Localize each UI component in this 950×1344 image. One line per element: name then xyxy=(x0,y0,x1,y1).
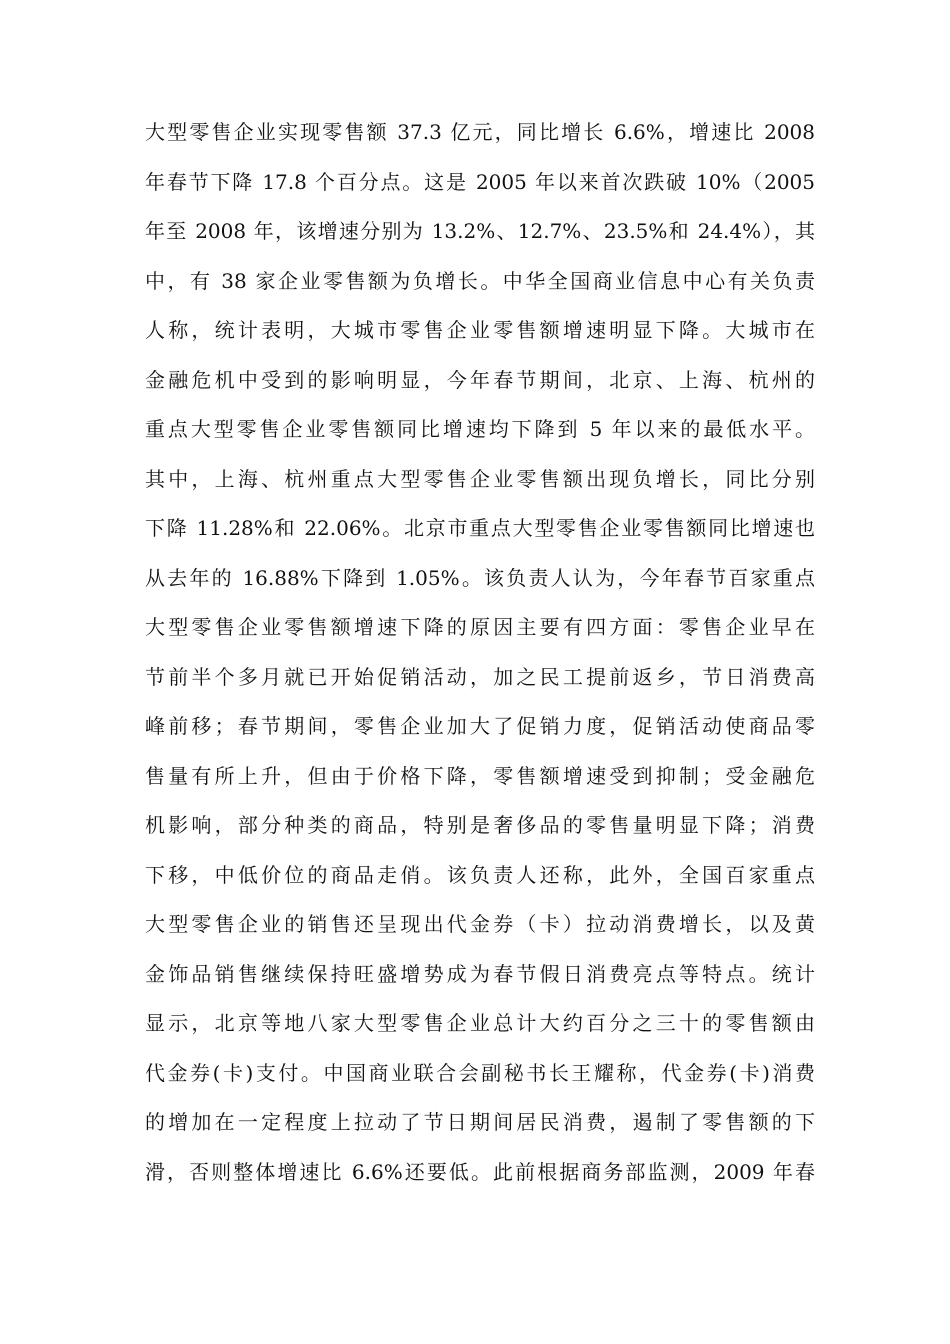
body-paragraph xyxy=(145,108,815,1197)
text-line: 下降 11.28%和 22.06%。北京市重点大型零售企业零售额同比增速也 xyxy=(145,516,815,540)
text-line: 大型零售企业的销售还呈现出代金券（卡）拉动消费增长，以及黄 xyxy=(145,912,815,936)
text-line: 年春节下降 17.8 个百分点。这是 2005 年以来首次跌破 10%（2005 xyxy=(145,169,815,194)
text-line: 滑，否则整体增速比 6.6%还要低。此前根据商务部监测，2009 年春 xyxy=(145,1159,815,1184)
text-line: 从去年的 16.88%下降到 1.05%。该负责人认为，今年春节百家重点 xyxy=(145,565,815,590)
text-line: 机影响，部分种类的商品，特别是奢侈品的零售量明显下降；消费 xyxy=(145,813,815,837)
text-line: 年至 2008 年，该增速分别为 13.2%、12.7%、23.5%和 24.4%），其 xyxy=(145,219,815,243)
text-line: 节前半个多月就已开始促销活动，加之民工提前返乡，节日消费高 xyxy=(145,664,815,689)
text-line: 代金券(卡)支付。中国商业联合会副秘书长王耀称，代金券(卡)消费 xyxy=(145,1060,815,1085)
text-line: 中，有 38 家企业零售额为负增长。中华全国商业信息中心有关负责 xyxy=(145,268,815,293)
text-line: 金饰品销售继续保持旺盛增势成为春节假日消费亮点等特点。统计 xyxy=(145,961,815,986)
text-line: 下移，中低价位的商品走俏。该负责人还称，此外，全国百家重点 xyxy=(145,862,815,887)
text-line: 的增加在一定程度上拉动了节日期间居民消费，遏制了零售额的下 xyxy=(145,1110,815,1134)
text-line: 人称，统计表明，大城市零售企业零售额增速明显下降。大城市在 xyxy=(145,318,815,342)
text-line: 大型零售企业零售额增速下降的原因主要有四方面：零售企业早在 xyxy=(145,615,815,639)
text-line: 售量有所上升，但由于价格下降，零售额增速受到抑制；受金融危 xyxy=(145,763,815,788)
text-line: 显示，北京等地八家大型零售企业总计大约百分之三十的零售额由 xyxy=(145,1011,815,1035)
text-line: 峰前移；春节期间，零售企业加大了促销力度，促销活动使商品零 xyxy=(145,714,815,738)
text-line: 重点大型零售企业零售额同比增速均下降到 5 年以来的最低水平。 xyxy=(145,417,815,441)
text-line: 其中，上海、杭州重点大型零售企业零售额出现负增长，同比分别 xyxy=(145,466,815,491)
text-line: 大型零售企业实现零售额 37.3 亿元，同比增长 6.6%，增速比 2008 xyxy=(145,120,815,144)
text-line: 金融危机中受到的影响明显，今年春节期间，北京、上海、杭州的 xyxy=(145,367,815,392)
